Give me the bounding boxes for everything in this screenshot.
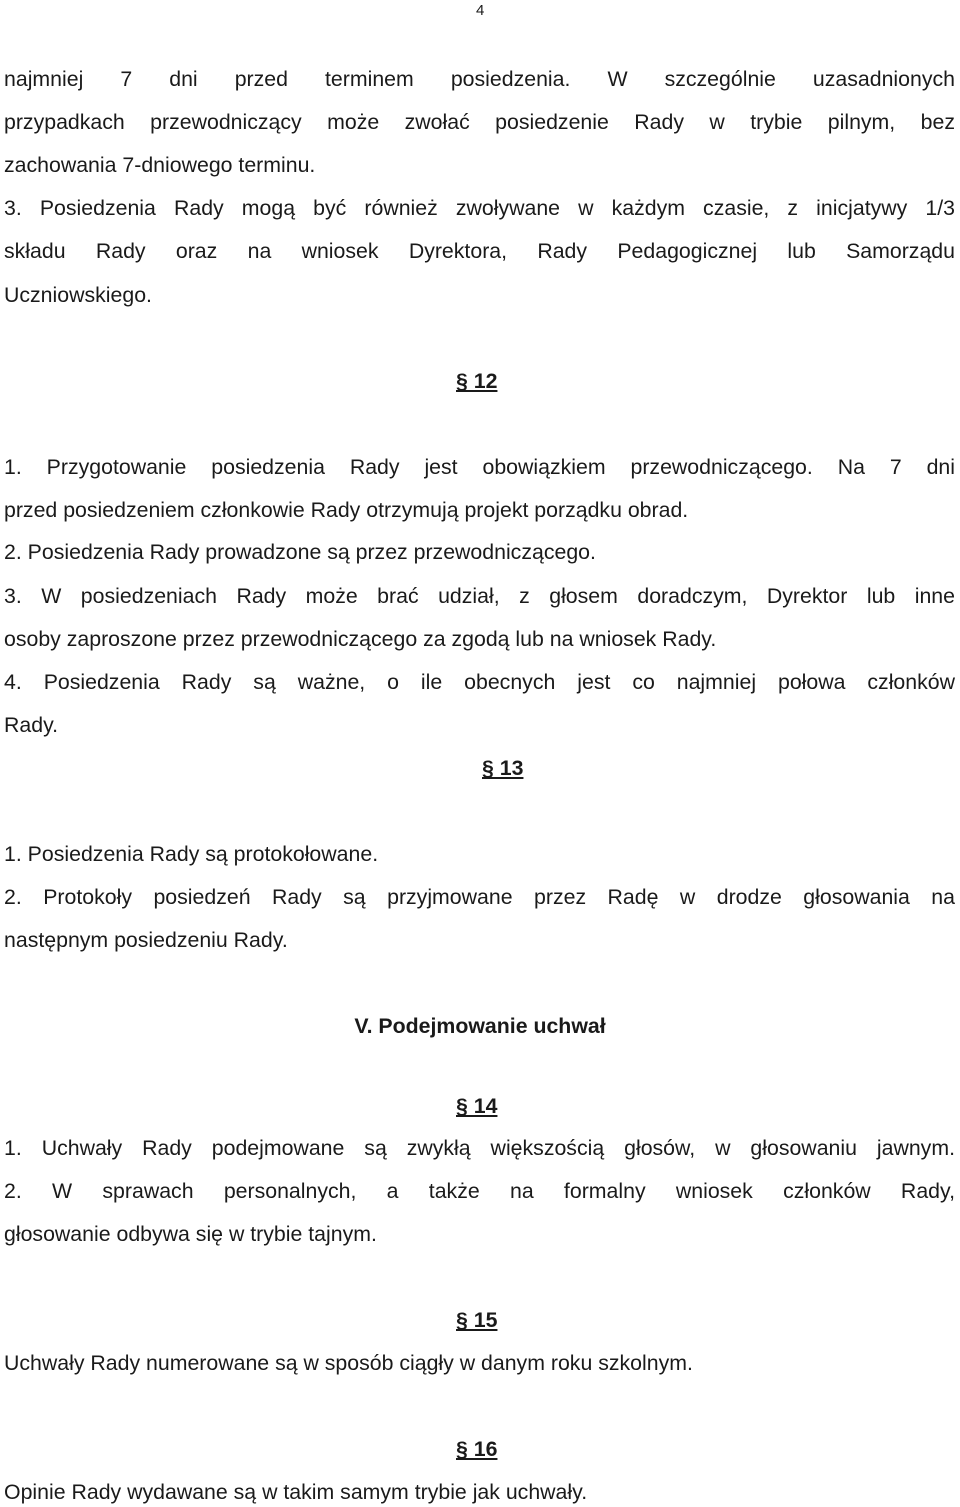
text-line: następnym posiedzeniu Rady. [4, 928, 288, 952]
text-line: osoby zaproszone przez przewodniczącego za zgodą lub na wniosek Rady. [4, 627, 717, 651]
text-line: 2. Posiedzenia Rady prowadzone są przez przewodniczącego. [4, 540, 596, 564]
text-line: 3. W posiedzeniach Rady może brać udział, z głosem doradczym, Dyrektor lub inne [4, 584, 955, 608]
text-line: Opinie Rady wydawane są w takim samym trybie jak uchwały. [4, 1480, 588, 1504]
text-line: 2. W sprawach personalnych, a także na formalny wniosek członków Rady, [4, 1179, 955, 1203]
text-line: przypadkach przewodniczący może zwołać posiedzenie Rady w trybie pilnym, bez [4, 110, 955, 134]
section-heading-16: § 16 [456, 1437, 498, 1461]
text-line: Uchwały Rady numerowane są w sposób ciągły w danym roku szkolnym. [4, 1351, 693, 1375]
text-line: 4. Posiedzenia Rady są ważne, o ile obecnych jest co najmniej połowa członków [4, 670, 955, 694]
text-line: 3. Posiedzenia Rady mogą być również zwoływane w każdym czasie, z inicjatywy 1/3 [4, 196, 955, 220]
text-line: Uczniowskiego. [4, 283, 152, 307]
text-line: głosowanie odbywa się w trybie tajnym. [4, 1222, 377, 1246]
section-heading-13: § 13 [482, 756, 524, 780]
text-line: 1. Posiedzenia Rady są protokołowane. [4, 842, 379, 866]
text-line: najmniej 7 dni przed terminem posiedzenia. W szczególnie uzasadnionych [4, 67, 955, 91]
section-heading-12: § 12 [456, 369, 498, 393]
text-line: 1. Przygotowanie posiedzenia Rady jest obowiązkiem przewodniczącego. Na 7 dni [4, 455, 955, 479]
text-line: 1. Uchwały Rady podejmowane są zwykłą większością głosów, w głosowaniu jawnym. [4, 1136, 955, 1160]
text-line: 2. Protokoły posiedzeń Rady są przyjmowane przez Radę w drodze głosowania na [4, 885, 955, 909]
text-line: zachowania 7-dniowego terminu. [4, 153, 316, 177]
page-number: 4 [476, 2, 485, 19]
section-heading-15: § 15 [456, 1308, 498, 1332]
text-line: przed posiedzeniem członkowie Rady otrzymują projekt porządku obrad. [4, 498, 689, 522]
chapter-heading: V. Podejmowanie uchwał [354, 1014, 606, 1038]
section-heading-14: § 14 [456, 1094, 498, 1118]
text-line: składu Rady oraz na wniosek Dyrektora, Rady Pedagogicznej lub Samorządu [4, 239, 955, 263]
text-line: Rady. [4, 713, 59, 737]
